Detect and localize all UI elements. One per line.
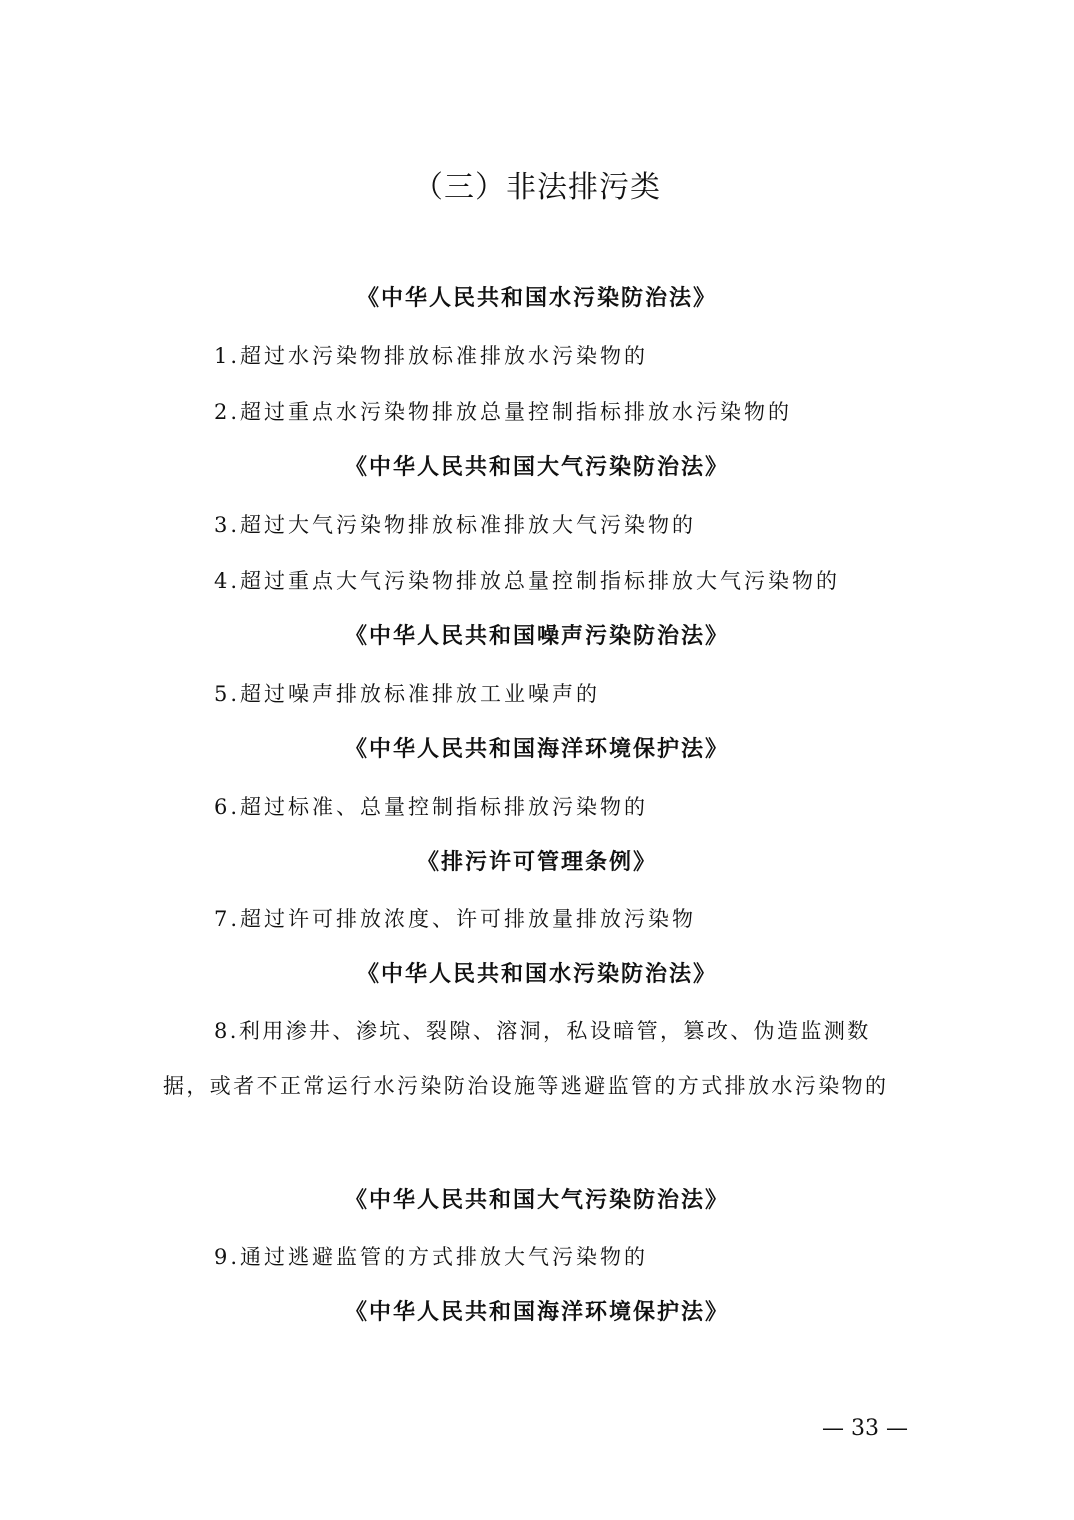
law-title: 《中华人民共和国水污染防治法》: [356, 962, 717, 987]
list-item: 3.超过大气污染物排放标准排放大气污染物的: [214, 513, 697, 537]
law-title: 《中华人民共和国水污染防治法》: [356, 286, 717, 311]
page-number: — 33 —: [822, 1416, 908, 1441]
law-title: 《中华人民共和国海洋环境保护法》: [344, 1300, 729, 1325]
law-title: 《中华人民共和国噪声污染防治法》: [344, 624, 729, 649]
list-item: 7.超过许可排放浓度、许可排放量排放污染物: [214, 907, 697, 931]
list-item: 5.超过噪声排放标准排放工业噪声的: [214, 682, 601, 706]
list-item: 2.超过重点水污染物排放总量控制指标排放水污染物的: [214, 400, 793, 424]
list-item: 4.超过重点大气污染物排放总量控制指标排放大气污染物的: [214, 569, 841, 593]
list-item: 6.超过标准、总量控制指标排放污染物的: [214, 795, 649, 819]
list-item: 9.通过逃避监管的方式排放大气污染物的: [214, 1245, 649, 1269]
law-title: 《排污许可管理条例》: [416, 850, 657, 875]
law-title: 《中华人民共和国海洋环境保护法》: [344, 737, 729, 762]
law-title: 《中华人民共和国大气污染防治法》: [344, 1188, 729, 1213]
law-title: 《中华人民共和国大气污染防治法》: [344, 455, 729, 480]
list-item: 8.利用渗井、渗坑、裂隙、溶洞，私设暗管，篡改、伪造监测数据，或者不正常运行水污染防治设施等逃避监管的方式排放水污染物的: [163, 1019, 889, 1098]
section-heading: （三）非法排污类: [413, 170, 661, 205]
list-item: 1.超过水污染物排放标准排放水污染物的: [214, 344, 649, 368]
